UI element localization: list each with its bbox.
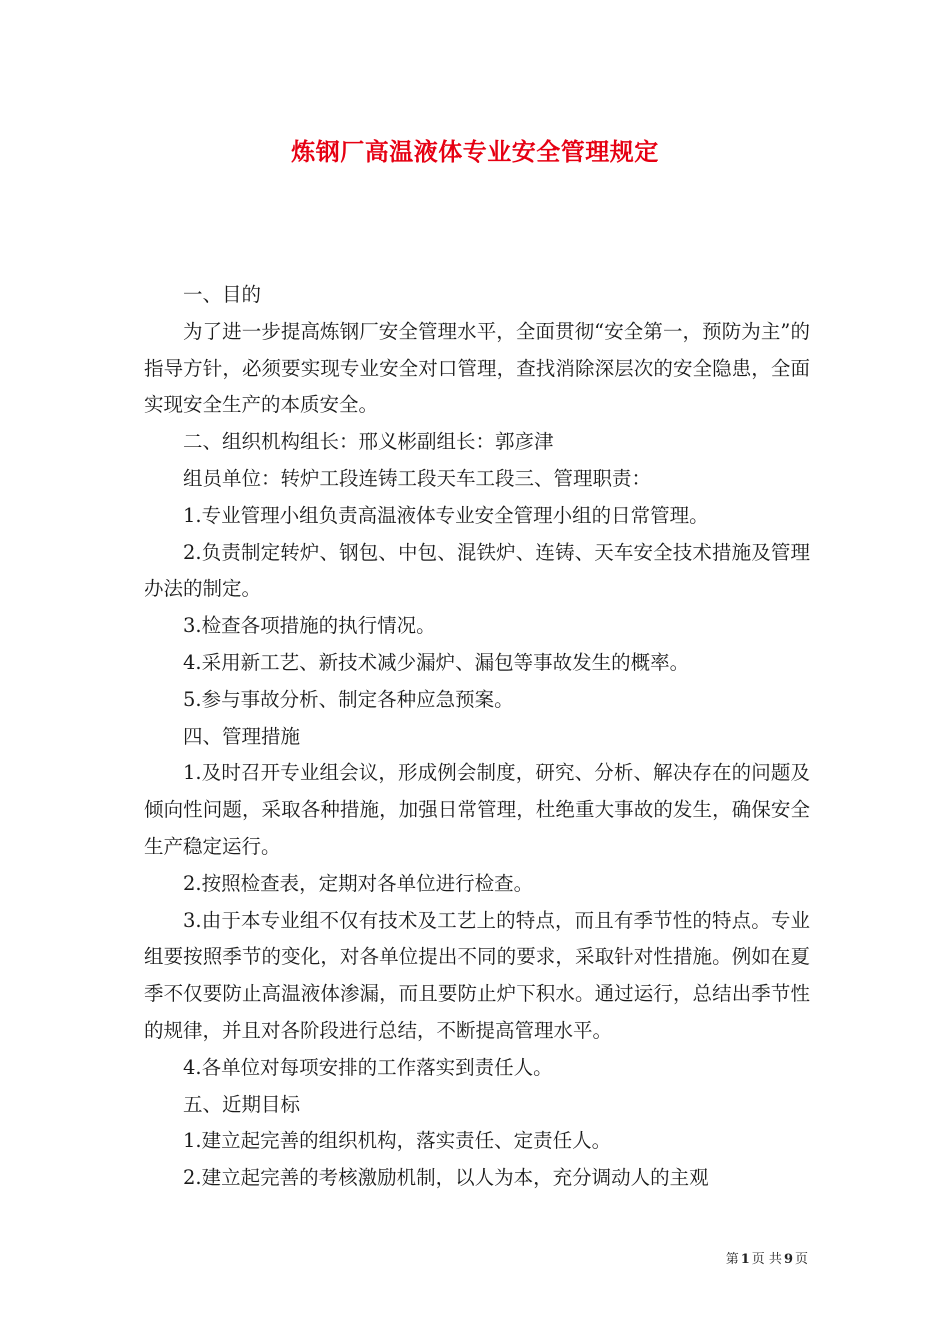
paragraph-member-units: 组员单位：转炉工段连铸工段天车工段三、管理职责： <box>183 466 652 490</box>
duty-item-5: 5.参与事故分析、制定各种应急预案。 <box>183 687 514 711</box>
footer-prefix: 第 <box>725 1252 739 1267</box>
goal-item-1: 1.建立起完善的组织机构，落实责任、定责任人。 <box>183 1129 612 1153</box>
document-body <box>144 277 810 1197</box>
footer-suffix: 页 <box>794 1252 808 1267</box>
section-heading-goals: 五、近期目标 <box>183 1092 301 1116</box>
page-number-footer <box>726 1248 808 1267</box>
section-heading-measures: 四、管理措施 <box>183 724 301 748</box>
section-heading-purpose: 一、目的 <box>183 283 262 306</box>
duty-item-4: 4.采用新工艺、新技术减少漏炉、漏包等事故发生的概率。 <box>183 650 690 674</box>
footer-total-pages: 9 <box>783 1252 793 1267</box>
footer-current-page: 1 <box>740 1252 750 1267</box>
section-heading-organization: 二、组织机构组长：邢义彬副组长：郭彦津 <box>183 430 554 454</box>
document-title: 炼钢厂高温液体专业安全管理规定 <box>291 137 659 166</box>
duty-item-3: 3.检查各项措施的执行情况。 <box>183 614 436 638</box>
goal-item-2: 2.建立起完善的考核激励机制，以人为本，充分调动人的主观 <box>183 1166 709 1190</box>
measure-item-3: 3.由于本专业组不仅有技术及工艺上的特点，而且有季节性的特点。专业组要按照季节的变化，对各单位提出不同的要求，采取针对性措施。例如在夏季不仅要防止高温液体渗漏，而且要防止炉下积水。通过运行，总结出季节性的规律，并且对各阶段进行总结，不断提高管理水平。 <box>144 908 810 1042</box>
duty-item-2: 2.负责制定转炉、钢包、中包、混铁炉、连铸、天车安全技术措施及管理办法的制定。 <box>144 540 810 601</box>
measure-item-4: 4.各单位对每项安排的工作落实到责任人。 <box>183 1055 553 1079</box>
footer-middle: 页 共 <box>751 1252 782 1267</box>
measure-item-2: 2.按照检查表，定期对各单位进行检查。 <box>183 871 534 895</box>
measure-item-1: 1.及时召开专业组会议，形成例会制度，研究、分析、解决存在的问题及倾向性问题，采取各种措施，加强日常管理，杜绝重大事故的发生，确保安全生产稳定运行。 <box>144 761 810 858</box>
paragraph-purpose: 为了进一步提高炼钢厂安全管理水平，全面贯彻“安全第一，预防为主”的指导方针，必须要实现专业安全对口管理，查找消除深层次的安全隐患，全面实现安全生产的本质安全。 <box>144 319 810 417</box>
duty-item-1: 1.专业管理小组负责高温液体专业安全管理小组的日常管理。 <box>183 503 709 527</box>
